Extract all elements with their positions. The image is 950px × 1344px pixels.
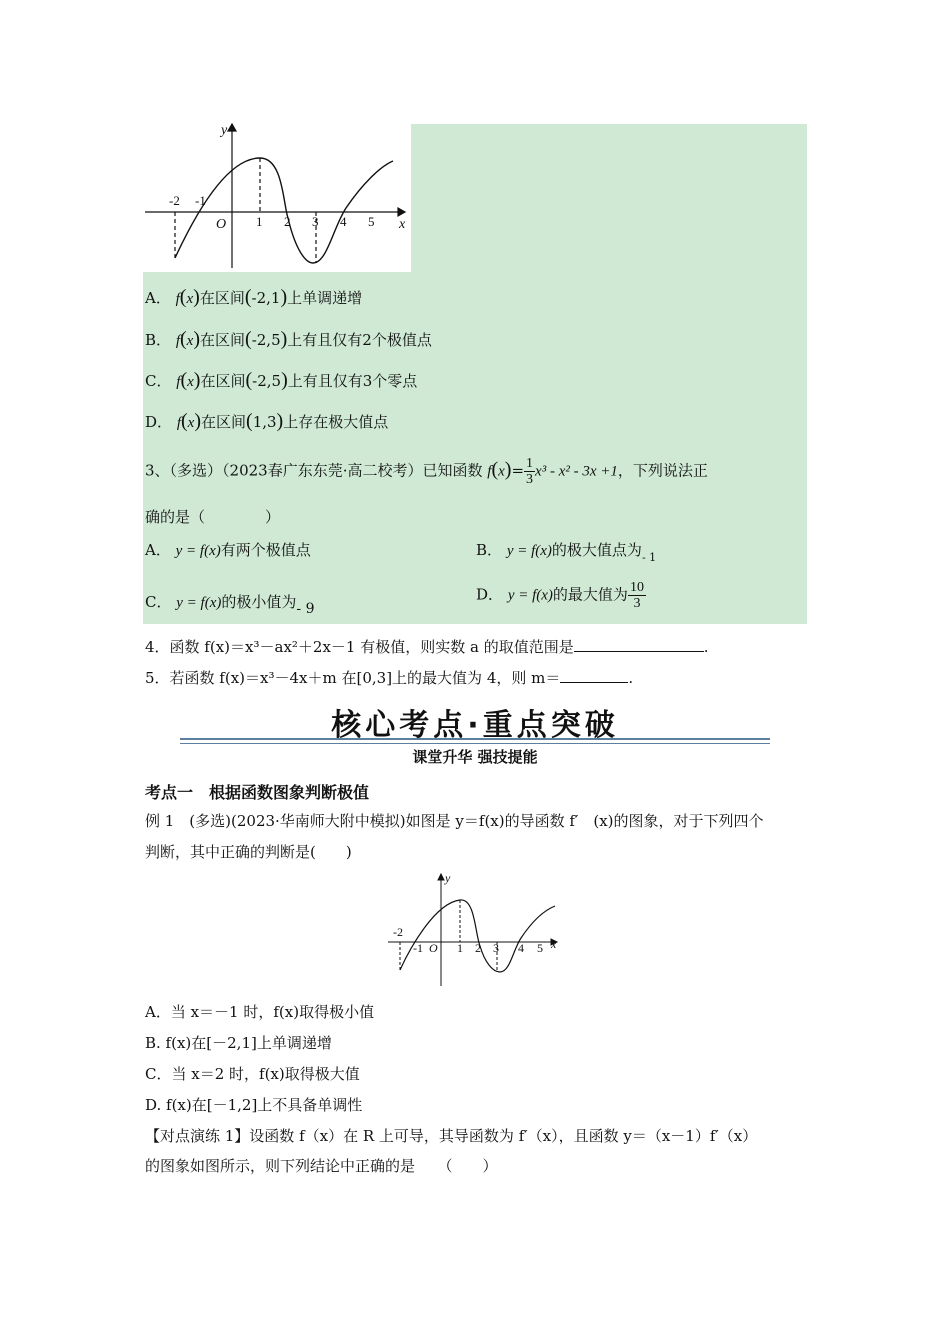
derivative-graph-1 (143, 118, 413, 272)
ex1-option-d[interactable]: D. f(x)在[－1,2]上不具备单调性 (145, 1096, 363, 1114)
y-label: y (221, 123, 228, 138)
origin-label: O (216, 217, 227, 232)
tick-label: 4 (518, 941, 524, 955)
q5-answer-blank[interactable] (560, 682, 628, 683)
x-label: x (551, 937, 557, 951)
tick-label: 2 (284, 214, 291, 229)
origin-label: O (429, 941, 438, 955)
banner-divider (180, 738, 770, 744)
example1-line1: 例 1 (多选)(2023·华南师大附中模拟)如图是 y＝f(x)的导函数 f′ (x)的图象，对于下列四个 (145, 812, 764, 830)
tick-label: 5 (537, 941, 543, 955)
example1-line2: 判断，其中正确的判断是( ) (145, 843, 352, 861)
q3-stem-line2: 确的是（ ） (145, 508, 281, 526)
q3-option-a[interactable]: A． y = f(x)有两个极值点 (145, 541, 311, 559)
curve (175, 158, 393, 263)
q3-option-d[interactable]: D． y = f(x)的最大值为 $\frac{10}{3}$ (476, 580, 644, 611)
practice1-line2: 的图象如图所示，则下列结论中正确的是 （ ） (145, 1157, 498, 1175)
ex1-option-c[interactable]: C．当 x＝2 时，f(x)取得极大值 (145, 1065, 360, 1083)
ex1-option-b[interactable]: B. f(x)在[－2,1]上单调递增 (145, 1034, 332, 1052)
q2-option-a[interactable]: A． f(x)在区间(-2,1)上单调递增 (145, 286, 363, 308)
q2-option-d[interactable]: D． f(x)在区间(1,3)上存在极大值点 (145, 410, 389, 432)
derivative-graph-2 (385, 868, 565, 990)
q3-fraction: $\frac{1}{3}$ (526, 456, 534, 487)
tick-label: 1 (256, 214, 263, 229)
q2-option-b[interactable]: B． f(x)在区间(-2,5)上有且仅有2个极值点 (145, 328, 432, 350)
y-axis-arrow (438, 874, 444, 880)
section-banner-title: 核心考点·重点突破 (331, 708, 619, 743)
q4: 4．函数 f(x)＝x³－ax²＋2x－1 有极值，则实数 a 的取值范围是 . (145, 638, 709, 656)
q5: 5．若函数 f(x)＝x³－4x＋m 在[0,3]上的最大值为 4，则 m＝ . (145, 669, 634, 687)
q3-option-c[interactable]: C． y = f(x)的极小值为- 9 (145, 593, 315, 617)
q3-option-b[interactable]: B． y = f(x)的极大值点为$_{- 1}$ (476, 541, 657, 564)
ex1-option-a[interactable]: A．当 x＝－1 时，f(x)取得极小值 (145, 1003, 375, 1021)
q3-stem: 3、（多选）（2023春广东东莞·高二校考）已知函数 f(x)= $\frac{1}{3}$ x³ - x² - 3x +1，下列说法正 (145, 456, 708, 487)
curve (400, 900, 555, 972)
practice1-line1: 【对点演练 1】设函数 f（x）在 R 上可导，其导函数为 f′（x），且函数 y＝（x－1）f′（x） (145, 1127, 758, 1145)
q2-option-c[interactable]: C． f(x)在区间(-2,5)上有且仅有3个零点 (145, 369, 418, 391)
tick-label: 5 (368, 214, 375, 229)
tick-label: -1 (413, 941, 423, 955)
x-label: x (399, 217, 406, 232)
tick-label: -2 (393, 925, 403, 939)
tick-label: 3 (312, 214, 319, 229)
tick-label: 4 (340, 214, 347, 229)
tick-label: 2 (475, 941, 481, 955)
x-axis-arrow (398, 208, 405, 216)
tick-label: 1 (457, 941, 463, 955)
tick-label: -2 (169, 193, 180, 208)
kaodian-heading: 考点一 根据函数图象判断极值 (145, 783, 370, 802)
q4-answer-blank[interactable] (574, 651, 704, 652)
y-label: y (445, 871, 451, 885)
tick-label: -1 (195, 193, 206, 208)
y-axis-arrow (228, 124, 236, 131)
section-banner-subtitle: 课堂升华 强技提能 (412, 748, 538, 766)
tick-label: 3 (493, 941, 499, 955)
